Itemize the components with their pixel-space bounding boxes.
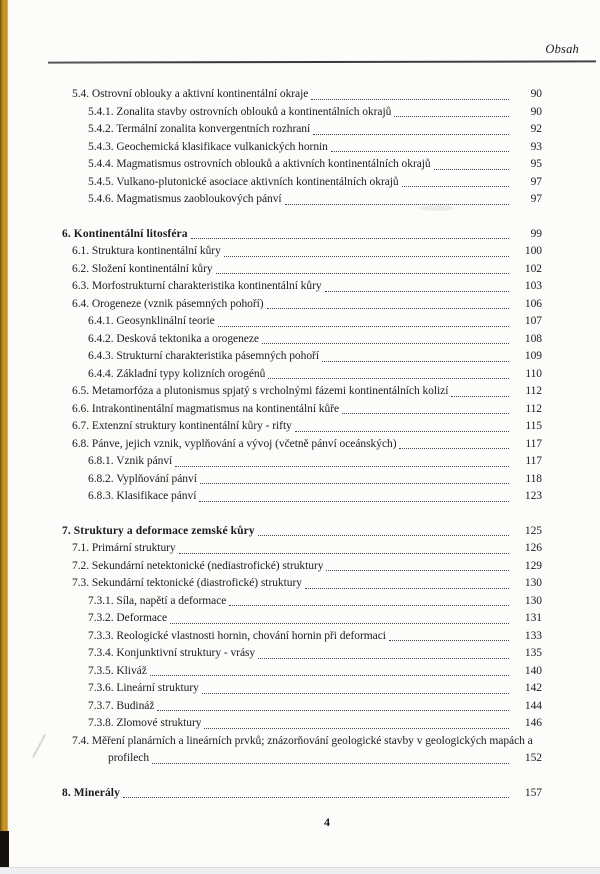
toc-entry-label: 8. Minerály <box>62 786 120 799</box>
toc-entry <box>62 663 542 681</box>
dot-leader <box>204 728 509 729</box>
toc-entry-label: 6.4. Orogeneze (vznik pásemných pohoří) <box>72 297 264 310</box>
toc-page-number: 157 <box>524 786 542 799</box>
running-head: Obsah <box>545 42 579 56</box>
toc-page-number: 92 <box>530 123 542 135</box>
toc-entry-label: 6.8.1. Vznik pánví <box>88 455 173 467</box>
toc-entry <box>62 278 542 296</box>
toc-entry <box>62 139 542 157</box>
toc-entry <box>62 645 542 663</box>
dot-leader <box>451 396 509 397</box>
toc-page-number: 112 <box>525 402 542 415</box>
toc-entry-label: 7.2. Sekundární netektonické (nediastrofické) struktury <box>72 559 324 572</box>
toc-entry <box>62 558 542 576</box>
dot-leader <box>191 238 509 239</box>
header-rule <box>48 60 596 63</box>
toc-entry <box>62 523 542 541</box>
dot-leader <box>325 291 509 292</box>
dot-leader <box>311 99 509 100</box>
toc-page-number: 93 <box>530 140 542 153</box>
dot-leader <box>402 186 509 187</box>
dot-leader <box>305 588 509 589</box>
dot-leader <box>267 308 509 309</box>
dot-leader <box>152 763 509 764</box>
toc-entry-label: 5.4.4. Magmatismus ostrovních oblouků a aktivních kontinentálních okrajů <box>88 158 431 170</box>
toc-page-number: 90 <box>530 105 542 118</box>
scan-bottom-edge <box>0 867 600 874</box>
toc-entry-label: 5.4.3. Geochemická klasifikace vulkanických hornin <box>88 140 328 153</box>
toc-entry <box>62 418 542 436</box>
toc-entry <box>62 104 542 122</box>
toc-section <box>62 86 542 209</box>
toc-entry <box>62 785 542 803</box>
toc-entry-label: 7.3.8. Zlomové struktury <box>88 717 202 729</box>
dot-leader <box>399 448 509 449</box>
toc-entry <box>62 628 542 646</box>
toc-entry <box>62 313 542 331</box>
toc-entry <box>62 366 542 384</box>
toc-entry <box>62 436 542 454</box>
dot-leader <box>258 658 509 659</box>
toc-entry <box>62 331 542 349</box>
dot-leader <box>322 361 509 362</box>
toc-page-number: 125 <box>524 524 542 537</box>
toc-entry-label: 7.3.1. Síla, napětí a deformace <box>88 594 227 607</box>
toc-page-number: 144 <box>524 699 542 712</box>
toc-entry <box>62 575 542 593</box>
toc-page-number: 130 <box>524 577 542 589</box>
toc-page-number: 130 <box>524 594 542 607</box>
dot-leader <box>434 169 509 170</box>
toc-entry-label: 5.4.1. Zonalita stavby ostrovních oblouků a kontinentálních okrajů <box>88 105 392 118</box>
book-binding-edge <box>0 0 8 874</box>
toc-entry-label: 6.7. Extenzní struktury kontinentální kůry - rifty <box>72 420 292 432</box>
toc-entry-label: 7.3.3. Reologické vlastnosti hornin, chování hornin při deformaci <box>88 629 386 642</box>
toc-page-number: 102 <box>524 262 542 275</box>
table-of-contents <box>62 86 542 802</box>
toc-page-number: 107 <box>524 315 542 327</box>
toc-entry-label: 7.3. Sekundární tektonické (diastrofické) struktury <box>72 577 302 589</box>
scan-artifact <box>420 205 454 211</box>
toc-entry-label: 7.3.5. Kliváž <box>88 664 147 677</box>
toc-page-number: 110 <box>525 367 542 380</box>
toc-entry-label: 7.1. Primární struktury <box>72 542 176 554</box>
scan-artifact <box>32 734 46 758</box>
toc-entry <box>62 261 542 279</box>
toc-entry-label: 6.8. Pánve, jejich vznik, vyplňování a vývoj (včetně pánví oceánských) <box>72 437 397 450</box>
toc-entry <box>62 610 542 628</box>
dot-leader <box>342 413 509 414</box>
page-footer <box>112 813 542 831</box>
toc-page-number: 100 <box>524 245 542 257</box>
dot-leader <box>285 204 509 205</box>
toc-page-number: 142 <box>524 682 542 694</box>
toc-entry <box>62 348 542 366</box>
dot-leader <box>123 797 509 798</box>
toc-entry <box>62 471 542 489</box>
dot-leader <box>216 273 509 274</box>
toc-page-number: 106 <box>524 297 542 310</box>
toc-section <box>62 226 542 506</box>
toc-entry <box>62 593 542 611</box>
toc-entry-label: 6.8.3. Klasifikace pánví <box>88 490 197 502</box>
toc-page-number: 131 <box>524 612 542 624</box>
toc-page-number: 135 <box>524 647 542 659</box>
toc-entry <box>62 401 542 419</box>
toc-entry <box>62 698 542 716</box>
toc-page-number: 118 <box>525 472 542 485</box>
toc-entry-label: 5.4.2. Termální zonalita konvergentních rozhraní <box>88 123 311 135</box>
toc-page-number: 115 <box>525 420 542 432</box>
toc-entry <box>62 174 542 192</box>
toc-entry-label: 7. Struktury a deformace zemské kůry <box>62 524 255 537</box>
dot-leader <box>200 483 509 484</box>
toc-section <box>62 785 542 803</box>
toc-entry-label: 6.2. Složení kontinentální kůry <box>72 262 213 275</box>
toc-entry-label: 6.3. Morfostrukturní charakteristika kontinentální kůry <box>72 280 322 292</box>
toc-page-number: 99 <box>530 227 542 240</box>
toc-entry-label: 6.6. Intrakontinentální magmatismus na kontinentální kůře <box>72 402 340 415</box>
toc-entry-label: 5.4.6. Magmatismus zaobloukových pánví <box>88 193 282 205</box>
toc-entry-label: 5.4. Ostrovní oblouky a aktivní kontinentální okraje <box>72 88 309 100</box>
dot-leader <box>394 116 509 117</box>
dot-leader <box>326 570 509 571</box>
toc-entry-label: 7.3.7. Budináž <box>88 699 155 712</box>
dot-leader <box>295 431 509 432</box>
toc-entry <box>62 733 542 751</box>
toc-entry-label: 7.4. Měření planárních a lineárních prvků; znázorňování geologické stavby v geologických mapách a <box>72 734 533 747</box>
toc-page-number: 140 <box>524 664 542 677</box>
toc-entry <box>62 121 542 139</box>
page-number: 4 <box>324 815 330 829</box>
toc-entry-label: 6.4.3. Strukturní charakteristika pásemných pohoří <box>88 350 319 362</box>
dot-leader <box>258 535 509 536</box>
dot-leader <box>268 378 509 379</box>
toc-page-number: 133 <box>524 629 542 642</box>
toc-entry-label: 6.5. Metamorfóza a plutonismus spjatý s vrcholnými fázemi kontinentálních kolizí <box>72 385 449 397</box>
toc-entry <box>62 191 542 209</box>
toc-entry-label: 6.4.2. Desková tektonika a orogeneze <box>88 332 259 345</box>
dot-leader <box>313 134 509 135</box>
toc-entry-label: 6.1. Struktura kontinentální kůry <box>72 245 221 257</box>
toc-entry-label: 6.4.1. Geosynklinální teorie <box>88 315 215 327</box>
toc-entry-label: 7.3.6. Lineární struktury <box>88 682 199 694</box>
toc-entry-label: 6. Kontinentální litosféra <box>62 227 188 240</box>
dot-leader <box>331 151 509 152</box>
toc-entry <box>62 488 542 506</box>
toc-page-number: 109 <box>524 350 542 362</box>
dot-leader <box>170 623 509 624</box>
toc-entry-label: 6.4.4. Základní typy kolizních orogénů <box>88 367 266 380</box>
toc-section <box>62 523 542 768</box>
toc-entry-label: 7.3.2. Deformace <box>88 612 168 624</box>
dot-leader <box>218 326 509 327</box>
toc-page-number: 90 <box>530 88 542 100</box>
toc-entry <box>62 540 542 558</box>
toc-entry <box>62 680 542 698</box>
dot-leader <box>262 343 509 344</box>
dot-leader <box>157 710 509 711</box>
toc-page-number: 108 <box>524 332 542 345</box>
toc-page-number: 117 <box>525 455 542 467</box>
toc-page-number: 97 <box>530 175 542 188</box>
toc-entry-label: profilech <box>108 752 150 764</box>
toc-entry <box>62 156 542 174</box>
toc-entry-label: 7.3.4. Konjunktivní struktury - vrásy <box>88 647 256 659</box>
toc-page-number: 112 <box>525 385 542 397</box>
dot-leader <box>199 501 509 502</box>
toc-entry <box>62 715 542 733</box>
dot-leader <box>175 466 509 467</box>
dot-leader <box>179 553 509 554</box>
dot-leader <box>389 640 509 641</box>
toc-page-number: 123 <box>524 490 542 502</box>
scan-shadow <box>0 831 9 869</box>
dot-leader <box>202 693 509 694</box>
toc-entry <box>62 383 542 401</box>
toc-page-number: 129 <box>524 559 542 572</box>
toc-entry-label: 5.4.5. Vulkano-plutonické asociace aktivních kontinentálních okrajů <box>88 175 399 188</box>
toc-page-number: 152 <box>524 752 542 764</box>
dot-leader <box>224 256 509 257</box>
toc-page-number: 146 <box>524 717 542 729</box>
toc-entry <box>62 453 542 471</box>
toc-entry <box>62 86 542 104</box>
toc-entry <box>62 226 542 244</box>
toc-page-number: 126 <box>524 542 542 554</box>
dot-leader <box>150 675 509 676</box>
toc-page-number: 103 <box>524 280 542 292</box>
toc-entry <box>62 243 542 261</box>
dot-leader <box>229 605 509 606</box>
toc-page-number: 97 <box>530 193 542 205</box>
toc-page-number: 117 <box>525 437 542 450</box>
toc-page-number: 95 <box>530 158 542 170</box>
toc-entry-label: 6.8.2. Vyplňování pánví <box>88 472 197 485</box>
toc-entry-wrap-line <box>62 750 542 768</box>
toc-entry <box>62 296 542 314</box>
